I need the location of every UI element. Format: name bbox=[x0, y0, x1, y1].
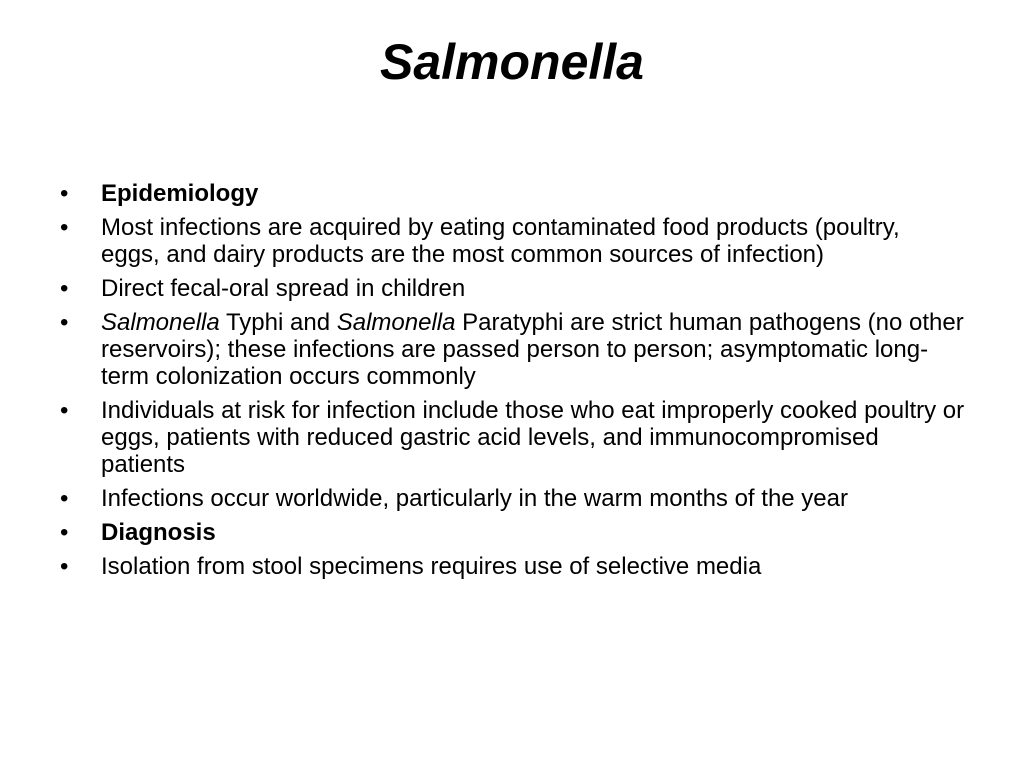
list-item bbox=[60, 309, 965, 390]
bullet-text: Infections occur worldwide, particularly in the warm months of the year bbox=[101, 485, 848, 512]
bullet-icon: • bbox=[60, 180, 69, 207]
section-heading-epidemiology: Epidemiology bbox=[101, 180, 259, 207]
bullet-text-segment: Typhi and bbox=[219, 309, 337, 336]
list-item bbox=[60, 485, 965, 512]
bullet-list bbox=[60, 180, 965, 587]
bullet-icon: • bbox=[60, 309, 69, 336]
list-item bbox=[60, 553, 965, 580]
bullet-icon: • bbox=[60, 485, 69, 512]
bullet-icon: • bbox=[60, 214, 69, 241]
bullet-text: Individuals at risk for infection include those who eat improperly cooked poultry or eggs, patients with reduced gastric acid levels, and immunocompromised patients bbox=[101, 397, 965, 478]
bullet-text-segment: Paratyphi are strict human pathogens (no other reservoirs); these infections are passed person to person; asymptomatic long-term colonization occurs commonly bbox=[101, 309, 964, 390]
organism-name: Salmonella bbox=[101, 309, 220, 336]
bullet-icon: • bbox=[60, 397, 69, 424]
list-item bbox=[60, 397, 965, 478]
bullet-text: Direct fecal-oral spread in children bbox=[101, 275, 466, 302]
bullet-text: Isolation from stool specimens requires use of selective media bbox=[101, 553, 762, 580]
list-item bbox=[60, 275, 965, 302]
slide-title: Salmonella bbox=[380, 34, 644, 90]
organism-name: Salmonella bbox=[336, 309, 456, 336]
bullet-icon: • bbox=[60, 553, 69, 580]
bullet-icon: • bbox=[60, 275, 69, 302]
bullet-icon: • bbox=[60, 519, 69, 546]
list-item bbox=[60, 519, 965, 546]
list-item bbox=[60, 180, 965, 207]
list-item bbox=[60, 214, 965, 268]
bullet-text: Most infections are acquired by eating contaminated food products (poultry, eggs, and dairy products are the most common sources of infection) bbox=[101, 214, 900, 268]
section-heading-diagnosis: Diagnosis bbox=[101, 519, 216, 546]
